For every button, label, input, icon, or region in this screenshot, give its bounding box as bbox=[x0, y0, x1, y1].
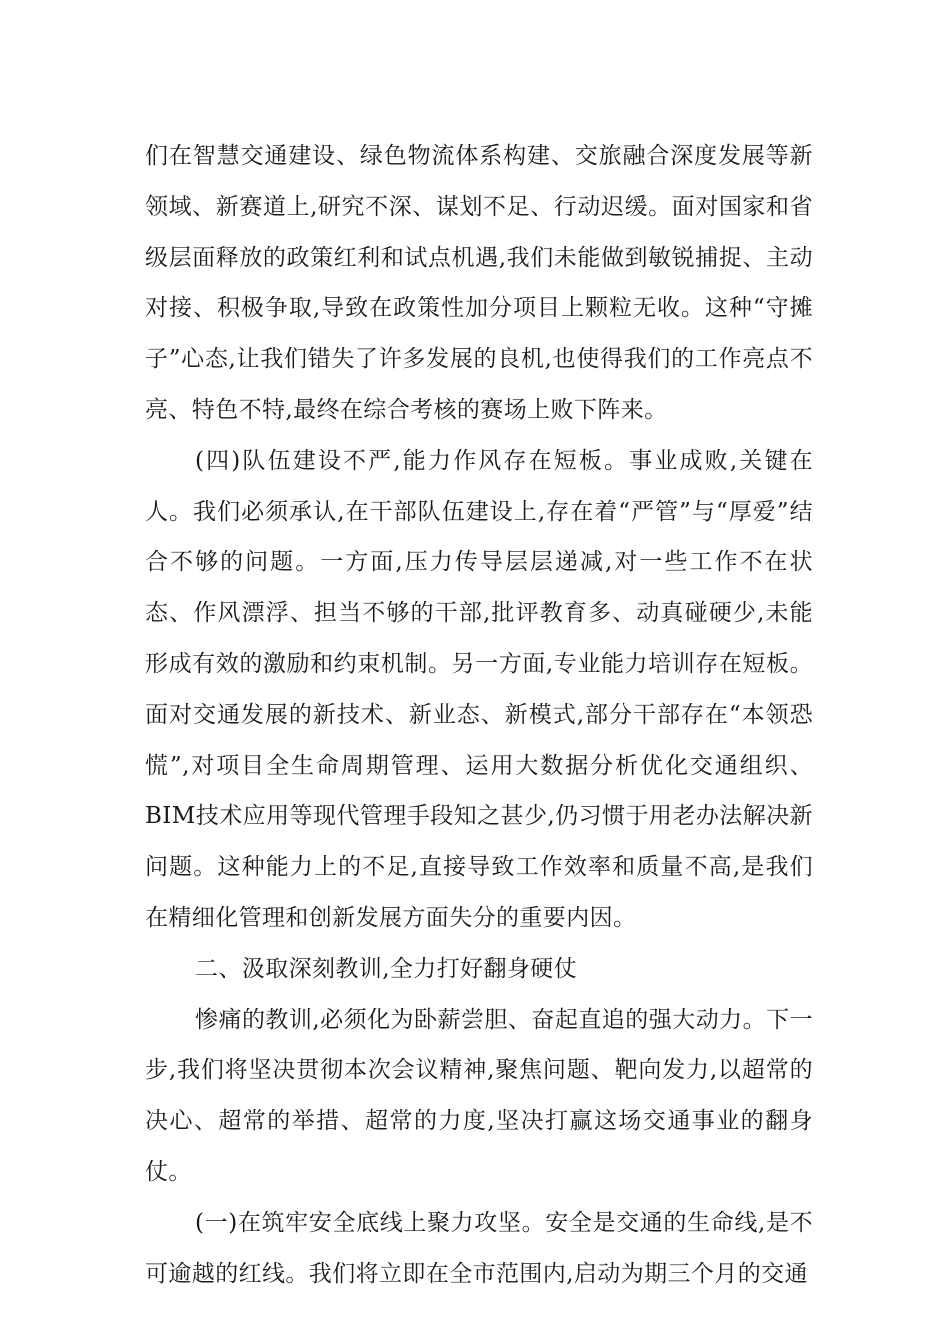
paragraph-section-four: (四)队伍建设不严,能力作风存在短板。事业成败,关键在人。我们必须承认,在干部队伍建设上,存在着“严管”与“厚爱”结合不够的问题。一方面,压力传导层层递减,对一些工作不在状态、作风漂浮、担当不够的干部,批评教育多、动真碰硬少,未能形成有效的激励和约束机制。另一方面,专业能力培训存在短板。面对交通发展的新技术、新业态、新模式,部分干部存在“本领恐慌”,对项目全生命周期管理、运用大数据分析优化交通组织、BIM技术应用等现代管理手段知之甚少,仍习惯于用老办法解决新问题。这种能力上的不足,直接导致工作效率和质量不高,是我们在精细化管理和创新发展方面失分的重要内因。 bbox=[145, 447, 813, 931]
paragraph-continued: 们在智慧交通建设、绿色物流体系构建、交旅融合深度发展等新领域、新赛道上,研究不深、谋划不足、行动迟缓。面对国家和省级层面释放的政策红利和试点机遇,我们未能做到敏锐捕捉、主动对接、积极争取,导致在政策性加分项目上颗粒无收。这种“守摊子”心态,让我们错失了许多发展的良机,也使得我们的工作亮点不亮、特色不特,最终在综合考核的赛场上败下阵来。 bbox=[145, 143, 813, 423]
paragraph-safety: (一)在筑牢安全底线上聚力攻坚。安全是交通的生命线,是不可逾越的红线。我们将立即在全市范围内,启动为期三个月的交通 bbox=[145, 1209, 813, 1287]
paragraph-lessons: 惨痛的教训,必须化为卧薪尝胆、奋起直追的强大动力。下一步,我们将坚决贯彻本次会议精神,聚焦问题、靶向发力,以超常的决心、超常的举措、超常的力度,坚决打赢这场交通事业的翻身仗。 bbox=[145, 1006, 813, 1185]
section-heading-two: 二、汲取深刻教训,全力打好翻身硬仗 bbox=[195, 955, 578, 982]
document-body bbox=[145, 131, 813, 1299]
